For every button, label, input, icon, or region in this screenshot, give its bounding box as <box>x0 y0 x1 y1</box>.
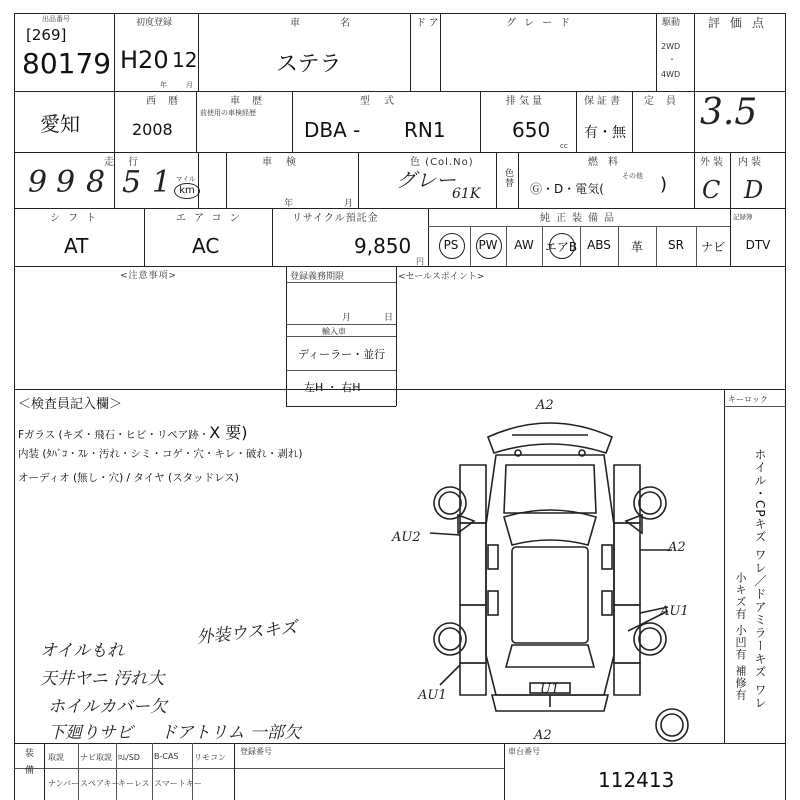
circle-mark <box>549 233 575 259</box>
mileage-digit: 8 <box>86 165 106 200</box>
grade-label: グレード <box>506 18 578 29</box>
door-label: ドア <box>416 18 442 29</box>
handwritten-side: 外装ウスキズ <box>195 617 299 649</box>
handwritten-note: 天井ヤニ 汚れ大 <box>40 669 165 689</box>
footer-item: ナビ取説 <box>80 753 112 762</box>
first-reg-unit-year: 年 <box>160 81 167 89</box>
footer-item: スマートキー <box>154 779 202 788</box>
footer-item: ナンバー <box>48 779 80 788</box>
equipment-dtv: DTV <box>745 238 771 252</box>
lot-label: 出品番号 <box>42 15 70 23</box>
drive-label: 駆動 <box>662 18 681 28</box>
circle-mark <box>476 233 502 259</box>
footer-item: ﾛﾑ/SD <box>118 753 140 762</box>
unit-cc: cc <box>560 142 568 150</box>
recycle-label: リサイクル預託金 <box>292 213 379 224</box>
equipment-ps: PS <box>443 238 459 252</box>
interior-grade: D <box>744 176 764 204</box>
mileage-digit: 9 <box>28 165 48 200</box>
chassis-number: 112413 <box>598 768 675 792</box>
reg-no-label: 登録番号 <box>240 747 272 756</box>
first-reg-month: 12 <box>172 48 198 72</box>
fuel-close: ) <box>660 174 668 195</box>
lot-number: 80179 <box>22 47 112 80</box>
equipment-エアb: エアB <box>544 240 578 254</box>
equipment-革: 革 <box>630 240 643 254</box>
shift: AT <box>64 234 89 258</box>
inspection-label: 車検 <box>262 157 310 168</box>
footer-col1: 装備 <box>23 748 33 782</box>
history-label: 車歴 <box>230 96 274 107</box>
mileage-digit: 1 <box>152 165 172 200</box>
exterior-label: 外装 <box>700 157 726 168</box>
fuel-other: その他 <box>622 172 643 180</box>
displacement: 650 <box>512 118 551 142</box>
location: 愛知 <box>40 112 80 136</box>
displacement-label: 排気量 <box>506 96 545 107</box>
first-reg-label: 初度登録 <box>136 18 173 28</box>
car-diagram <box>400 395 720 745</box>
drive-4wd: 4WD <box>661 70 681 79</box>
model-label: 型式 <box>360 96 408 107</box>
damage-mark: AU2 <box>392 530 421 545</box>
recycle-fee: 9,850 <box>354 234 412 258</box>
reg-deadline-label: 登録義務期限 <box>290 272 345 282</box>
warranty-label: 保証書 <box>584 96 623 107</box>
inspector-line1 <box>18 420 248 443</box>
steering: 左H ・ 右H <box>304 381 361 394</box>
lot-small: [269] <box>26 26 67 44</box>
unit-yen: 円 <box>416 257 424 266</box>
line1-prefix: Fガラス (キズ・飛石・ヒビ・リペア跡・ <box>18 429 210 441</box>
footer-item: スペアキー <box>80 779 120 788</box>
side-legend-2: 小キズ有 小凹有 補修有 <box>734 572 747 701</box>
inspection-unit-month: 月 <box>344 199 354 209</box>
score: 3.5 <box>700 92 758 133</box>
shift-label: シフト <box>50 213 104 224</box>
key-lock-label: キーロック <box>728 395 768 404</box>
inspector-title: ＜検査員記入欄＞ <box>18 397 123 412</box>
drive-2wd: 2WD <box>661 42 681 51</box>
damage-mark: AU1 <box>418 688 447 703</box>
chassis-label: 車台番号 <box>508 747 540 756</box>
equipment-sr: SR <box>668 238 684 252</box>
mileage-label: 走行 <box>104 157 152 168</box>
drive-dot: ・ <box>668 55 676 64</box>
fuel-label: 燃料 <box>588 157 628 168</box>
year: 2008 <box>132 120 173 139</box>
inspector-line3: オーディオ (無し・穴) / タイヤ (スタッドレス) <box>18 472 239 484</box>
equipment-label: 純正装備品 <box>540 213 620 224</box>
footer-item: キーレス <box>118 779 150 788</box>
reg-unit-month: 月 <box>342 313 352 323</box>
handwritten-note: ホイルカバー欠 <box>48 697 167 717</box>
import-label: 輸入車 <box>322 327 346 336</box>
first-reg-unit-month: 月 <box>186 81 193 89</box>
inspector-line2: 内装 (ﾀﾊﾞｺ・ｽﾚ・汚れ・シミ・コゲ・穴・キレ・破れ・剥れ) <box>18 448 303 460</box>
warranty: 有・無 <box>584 125 626 141</box>
equipment-ナビ: ナビ <box>700 240 725 254</box>
mileage-digit: 9 <box>56 165 76 200</box>
model-code: RN1 <box>404 118 446 142</box>
equipment-abs: ABS <box>587 238 611 252</box>
aircon-label: エアコン <box>176 213 248 224</box>
color: グレー <box>396 168 456 192</box>
caution-label: <注意事項> <box>120 271 178 281</box>
circle-mark <box>439 233 465 259</box>
handwritten-note: オイルもれ <box>40 641 125 661</box>
inspection-unit-year: 年 <box>284 199 294 209</box>
footer-item: 取説 <box>48 753 64 762</box>
color-code: 61K <box>452 186 481 202</box>
color-label: 色 (Col.No) <box>410 157 474 168</box>
service-record-label: 記録簿 <box>733 213 753 221</box>
footer-item: B-CAS <box>154 752 179 761</box>
reg-unit-day: 日 <box>384 313 394 323</box>
exterior-grade: C <box>702 176 721 204</box>
car-name: ステラ <box>276 52 342 77</box>
sales-point-label: <セールスポイント> <box>398 272 485 282</box>
equipment-pw: PW <box>478 238 498 252</box>
damage-mark: AU1 <box>660 604 689 619</box>
import-type: ディーラー・並行 <box>298 348 386 361</box>
damage-mark: A2 <box>534 728 552 743</box>
equipment-aw: AW <box>514 238 534 252</box>
interior-label: 内装 <box>738 157 764 168</box>
first-reg-era: H20 <box>120 46 169 74</box>
damage-mark: A2 <box>668 540 686 555</box>
damage-mark: U1 <box>540 682 560 697</box>
handwritten-note: 下廻りサビ <box>48 723 133 743</box>
capacity-label: 定員 <box>644 96 688 107</box>
side-legend-1: ホイル・CPキズ ワレ／ドアミラーキズ ワレ <box>753 448 767 710</box>
score-label: 評価点 <box>708 16 775 30</box>
fuel-options: Ⓖ・D・電気( <box>530 182 604 196</box>
year-label: 西暦 <box>146 96 190 107</box>
color-swap-label: 色替 <box>503 168 513 188</box>
footer-item: リモコン <box>194 753 226 762</box>
handwritten-note: ドアトリム 一部欠 <box>160 723 301 743</box>
history-note: 前使用の車検経歴 <box>200 109 256 117</box>
aircon: AC <box>192 234 220 258</box>
km-circled: km <box>174 183 200 199</box>
mile-top: マイル <box>176 175 196 183</box>
model-prefix: DBA - <box>304 118 361 142</box>
car-name-label: 車名 <box>290 18 390 29</box>
damage-mark: A2 <box>536 398 554 413</box>
mileage-digit: 5 <box>122 165 142 200</box>
line1-suffix: X 要) <box>209 423 248 442</box>
